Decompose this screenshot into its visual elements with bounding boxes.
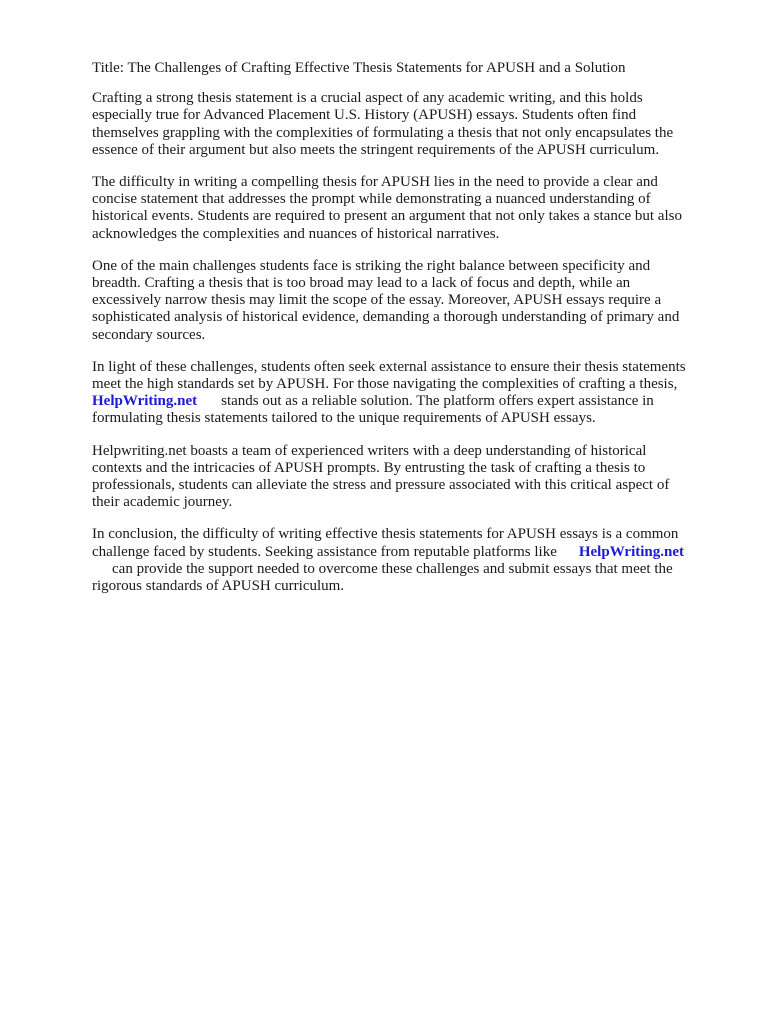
- paragraph-line: Helpwriting.net boasts a team of experienced writers with a deep understanding of historical: [92, 442, 647, 459]
- helpwriting-link[interactable]: HelpWriting.net: [92, 393, 198, 410]
- paragraph-line-text: stands out as a reliable solution. The platform offers expert assistance in: [221, 393, 654, 410]
- paragraph-line: especially true for Advanced Placement U.S. History (APUSH) essays. Students often find: [92, 107, 637, 124]
- paragraph-line-with-link: [92, 393, 712, 410]
- paragraph-line-text: challenge faced by students. Seeking assistance from reputable platforms like: [92, 543, 557, 560]
- paragraph-line: Crafting a strong thesis statement is a crucial aspect of any academic writing, and this holds: [92, 90, 643, 107]
- paragraph-team: [92, 443, 712, 512]
- paragraph-challenges: [92, 258, 712, 344]
- paragraph-line: excessively narrow thesis may limit the scope of the essay. Moreover, APUSH essays require a: [92, 292, 662, 309]
- paragraph-line: breadth. Crafting a thesis that is too broad may lead to a lack of focus and depth, while an: [92, 275, 631, 292]
- paragraph-line: [92, 561, 712, 578]
- paragraph-conclusion: [92, 526, 712, 595]
- paragraph-line: their academic journey.: [92, 494, 233, 511]
- paragraph-line: secondary sources.: [92, 326, 206, 343]
- paragraph-line: rigorous standards of APUSH curriculum.: [92, 578, 345, 595]
- paragraph-line: historical events. Students are required to present an argument that not only takes a stance but also: [92, 208, 682, 225]
- paragraph-line: sophisticated analysis of historical evidence, demanding a thorough understanding of primary and: [92, 309, 680, 326]
- paragraph-line: In light of these challenges, students often seek external assistance to ensure their thesis statements: [92, 358, 686, 375]
- paragraph-line: essence of their argument but also meets the stringent requirements of the APUSH curriculum.: [92, 141, 660, 158]
- paragraph-line: professionals, students can alleviate the stress and pressure associated with this critical aspect of: [92, 477, 670, 494]
- document-title: Title: The Challenges of Crafting Effective Thesis Statements for APUSH and a Solution: [92, 60, 626, 76]
- paragraph-line: formulating thesis statements tailored to the unique requirements of APUSH essays.: [92, 410, 596, 427]
- paragraph-assistance: [92, 359, 712, 428]
- paragraph-difficulty: [92, 174, 712, 243]
- paragraph-line: acknowledges the complexities and nuances of historical narratives.: [92, 225, 500, 242]
- paragraph-line: contexts and the intricacies of APUSH prompts. By entrusting the task of crafting a thesis to: [92, 459, 646, 476]
- paragraph-line: concise statement that addresses the prompt while demonstrating a nuanced understanding of: [92, 191, 651, 208]
- helpwriting-link[interactable]: HelpWriting.net: [578, 543, 684, 560]
- paragraph-line: The difficulty in writing a compelling thesis for APUSH lies in the need to provide a clear and: [92, 174, 658, 191]
- paragraph-line-with-link: [92, 544, 712, 561]
- paragraph-line-text: can provide the support needed to overcome these challenges and submit essays that meet the: [112, 560, 673, 577]
- paragraph-line: meet the high standards set by APUSH. For those navigating the complexities of crafting a thesis,: [92, 376, 678, 393]
- paragraph-intro: [92, 90, 712, 159]
- paragraph-line: themselves grappling with the complexities of formulating a thesis that not only encapsulates the: [92, 124, 674, 141]
- document-page: [92, 60, 712, 610]
- paragraph-line: In conclusion, the difficulty of writing effective thesis statements for APUSH essays is a common: [92, 526, 679, 543]
- paragraph-line: One of the main challenges students face is striking the right balance between specificity and: [92, 257, 651, 274]
